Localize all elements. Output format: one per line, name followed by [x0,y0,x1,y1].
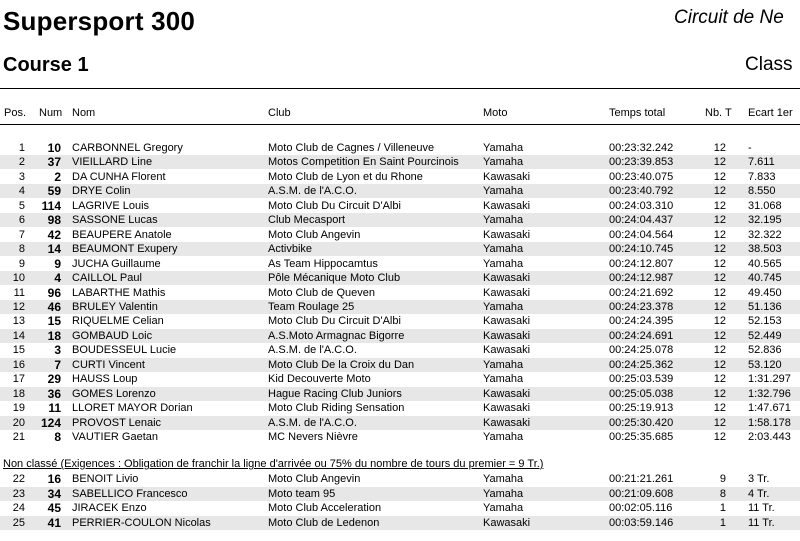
cell-name: BEAUMONT Exupery [72,243,178,256]
cell-name: LABARTHE Mathis [72,286,166,299]
cell-gap: 52.449 [748,329,782,342]
cell-name: SASSONE Lucas [72,214,158,227]
col-gap: Ecart 1er [748,107,793,119]
cell-pos: 15 [12,344,25,357]
cell-name: JIRACEK Enzo [72,502,147,514]
table-row [0,501,800,515]
cell-time: 00:25:19.913 [609,402,674,415]
cell-club: Kid Decouverte Moto [268,373,371,386]
cell-pos: 12 [12,300,25,313]
col-time: Temps total [609,107,666,119]
cell-name: CURTI Vincent [72,358,145,371]
cell-num: 14 [47,242,61,257]
cell-pos: 22 [12,473,25,485]
cell-num: 114 [41,198,61,213]
cell-club: Activbike [268,243,313,256]
table-row [0,372,800,386]
cell-tours: 12 [713,142,726,154]
cell-gap: 53.120 [748,358,782,371]
cell-time: 00:23:40.792 [609,185,674,198]
cell-num: 18 [47,328,61,343]
cell-tours: 12 [713,156,726,169]
cell-num: 98 [47,213,61,228]
cell-club: Moto Club Angevin [268,473,361,485]
cell-name: PERRIER-COULON Nicolas [72,516,211,529]
cell-num: 41 [47,515,61,530]
table-row [0,199,800,213]
cell-num: 15 [47,314,61,329]
cell-gap: - [748,142,752,154]
cell-moto: Yamaha [483,358,524,371]
table-row [0,329,800,343]
cell-pos: 21 [12,431,25,443]
cell-pos: 8 [18,243,25,256]
cell-pos: 23 [12,487,25,500]
table-row [0,242,800,256]
cell-pos: 10 [12,272,25,285]
cell-tours: 12 [713,228,726,241]
table-row [0,271,800,285]
table-row [0,228,800,242]
table-row [0,401,800,415]
cell-num: 29 [47,372,61,387]
col-pos: Pos. [4,107,27,119]
cell-num: 46 [47,299,61,314]
cell-pos: 13 [12,315,25,328]
cell-pos: 4 [18,185,25,198]
col-moto: Moto [483,107,508,119]
cell-time: 00:23:39.853 [609,156,674,169]
cell-club: Moto Club De la Croix du Dan [268,358,415,371]
cell-num: 11 [48,401,61,416]
cell-tours: 12 [713,358,726,371]
cell-gap: 8.550 [748,185,776,198]
col-num: Num [39,107,63,119]
cell-moto: Kawasaki [483,344,531,357]
cell-moto: Kawasaki [483,272,531,285]
cell-pos: 16 [12,358,25,371]
cell-name: BENOIT Livio [72,473,139,485]
cell-tours: 9 [719,473,726,485]
cell-time: 00:24:03.310 [609,199,674,212]
cell-tours: 12 [713,300,726,313]
cell-moto: Kawasaki [483,228,531,241]
cell-gap: 3 Tr. [748,473,770,485]
cell-tours: 12 [713,243,726,256]
cell-time: 00:25:35.685 [609,431,674,443]
cell-gap: 32.322 [748,228,782,241]
col-tours: Nb. T [705,107,732,119]
cell-tours: 12 [713,431,726,443]
cell-num: 16 [47,472,61,486]
cell-gap: 49.450 [748,286,782,299]
cell-time: 00:21:09.608 [609,487,674,500]
cell-moto: Kawasaki [483,387,531,400]
cell-pos: 1 [18,142,25,154]
table-row [0,184,800,198]
cell-tours: 12 [713,416,726,429]
cell-moto: Yamaha [483,431,524,443]
cell-name: CAILLOL Paul [72,272,142,285]
cell-gap: 31.068 [748,199,782,212]
cell-gap: 11 Tr. [748,502,775,514]
cell-time: 00:24:04.437 [609,214,674,227]
cell-num: 9 [54,256,61,271]
cell-time: 00:24:23.378 [609,300,674,313]
cell-tours: 12 [713,257,726,270]
table-row [0,257,800,271]
cell-pos: 14 [12,329,25,342]
cell-moto: Kawasaki [483,315,531,328]
cell-club: Moto Club de Lyon et du Rhone [268,170,423,183]
cell-moto: Yamaha [483,142,524,154]
cell-pos: 2 [18,156,25,169]
cell-tours: 12 [713,214,726,227]
cell-name: BRULEY Valentin [72,300,158,313]
table-header [0,107,800,121]
cell-club: Team Roulage 25 [268,300,355,313]
cell-num: 7 [54,357,61,372]
col-club: Club [268,107,291,119]
cell-tours: 8 [719,487,726,500]
cell-moto: Kawasaki [483,402,531,415]
cell-gap: 40.745 [748,272,782,285]
table-row [0,416,800,430]
table-row [0,430,800,444]
cell-pos: 25 [12,516,25,529]
cell-tours: 12 [713,373,726,386]
cell-pos: 20 [12,416,25,429]
cell-tours: 12 [713,344,726,357]
cell-club: Moto Club Du Circuit D'Albi [268,199,401,212]
cell-club: Moto Club de Queven [268,286,376,299]
cell-name: JUCHA Guillaume [72,257,161,270]
cell-num: 36 [47,386,61,401]
cell-moto: Kawasaki [483,516,531,529]
cell-time: 00:24:10.745 [609,243,674,256]
cell-club: As Team Hippocamtus [268,257,378,270]
cell-num: 3 [54,343,61,358]
cell-moto: Kawasaki [483,329,531,342]
cell-tours: 12 [713,170,726,183]
cell-gap: 1:32.796 [748,387,791,400]
cell-club: MC Nevers Nièvre [268,431,358,443]
category-title: Supersport 300 [3,6,196,36]
cell-club: Moto Club Angevin [268,228,361,241]
cell-moto: Yamaha [483,300,524,313]
table-row [0,213,800,227]
cell-num: 96 [47,285,61,300]
cell-time: 00:24:24.395 [609,315,674,328]
cell-club: A.S.Moto Armagnac Bigorre [268,329,405,342]
cell-time: 00:03:59.146 [609,516,674,529]
cell-club: Club Mecasport [268,214,346,227]
cell-pos: 7 [18,228,25,241]
non-classified-note: Non classé (Exigences : Obligation de franchir la ligne d'arrivée ou 75% du nombre de tours du premier = 9 Tr.) [3,458,544,470]
cell-tours: 12 [713,272,726,285]
cell-tours: 12 [713,286,726,299]
cell-num: 45 [47,501,61,515]
cell-gap: 52.153 [748,315,782,328]
cell-time: 00:24:04.564 [609,228,674,241]
cell-name: VIEILLARD Line [72,156,153,169]
cell-moto: Yamaha [483,214,524,227]
cell-time: 00:23:40.075 [609,170,674,183]
table-row [0,487,800,501]
cell-pos: 3 [18,170,25,183]
cell-gap: 1:47.671 [748,402,791,415]
header-divider [0,88,800,89]
cell-num: 10 [47,141,61,155]
cell-moto: Yamaha [483,487,524,500]
cell-num: 42 [47,227,61,242]
cell-name: DRYE Colin [72,185,131,198]
cell-num: 4 [54,271,61,286]
cell-time: 00:23:32.242 [609,142,674,154]
cell-time: 00:24:21.692 [609,286,674,299]
cell-club: Moto Club de Ledenon [268,516,380,529]
cell-name: SABELLICO Francesco [72,487,188,500]
cell-gap: 51.136 [748,300,782,313]
cell-moto: Yamaha [483,243,524,256]
cell-tours: 12 [713,329,726,342]
cell-time: 00:24:25.078 [609,344,674,357]
cell-gap: 4 Tr. [748,487,770,500]
table-row [0,516,800,530]
cell-tours: 1 [719,502,726,514]
cell-gap: 40.565 [748,257,782,270]
cell-time: 00:02:05.116 [609,502,673,514]
cell-name: DA CUNHA Florent [72,170,166,183]
cell-pos: 19 [12,402,25,415]
cell-moto: Yamaha [483,185,524,198]
table-row [0,141,800,155]
cell-name: LAGRIVE Louis [72,199,150,212]
cell-club: A.S.M. de l'A.C.O. [268,185,357,198]
cell-pos: 17 [12,373,25,386]
table-row [0,155,800,169]
cell-moto: Kawasaki [483,416,531,429]
cell-gap: 1:58.178 [748,416,791,429]
cell-tours: 12 [713,402,726,415]
cell-club: Moto Club Riding Sensation [268,402,405,415]
table-header-divider [0,124,800,125]
cell-club: A.S.M. de l'A.C.O. [268,416,357,429]
cell-tours: 12 [713,185,726,198]
cell-gap: 2:03.443 [748,431,791,443]
cell-pos: 18 [12,387,25,400]
cell-name: RIQUELME Celian [72,315,164,328]
cell-name: GOMBAUD Loic [72,329,153,342]
cell-num: 124 [40,415,61,430]
cell-moto: Kawasaki [483,170,531,183]
cell-club: Pôle Mécanique Moto Club [268,272,401,285]
cell-time: 00:24:12.807 [609,257,674,270]
cell-gap: 1:31.297 [748,373,791,386]
table-row [0,358,800,372]
cell-name: LLORET MAYOR Dorian [72,402,193,415]
cell-pos: 9 [18,257,25,270]
cell-gap: 52.836 [748,344,782,357]
cell-moto: Yamaha [483,373,524,386]
cell-tours: 12 [713,199,726,212]
cell-num: 8 [54,430,61,444]
cell-pos: 6 [18,214,25,227]
table-row [0,300,800,314]
cell-time: 00:21:21.261 [609,473,674,485]
cell-tours: 1 [719,516,726,529]
cell-num: 37 [47,155,61,170]
cell-name: BEAUPERE Anatole [72,228,172,241]
cell-moto: Kawasaki [483,199,531,212]
cell-moto: Yamaha [483,473,524,485]
cell-time: 00:25:03.539 [609,373,674,386]
table-row [0,286,800,300]
cell-gap: 7.833 [748,170,776,183]
table-row [0,472,800,486]
cell-moto: Yamaha [483,502,524,514]
table-row [0,343,800,357]
cell-pos: 24 [12,502,25,514]
cell-moto: Kawasaki [483,286,531,299]
cell-time: 00:24:25.362 [609,358,674,371]
cell-club: Moto team 95 [268,487,336,500]
cell-club: Hague Racing Club Juniors [268,387,402,400]
cell-time: 00:24:24.691 [609,329,674,342]
table-row [0,170,800,184]
race-title: Course 1 [3,54,89,76]
cell-name: CARBONNEL Gregory [72,142,183,154]
classification-title: Class [745,54,793,75]
cell-club: Motos Competition En Saint Pourcinois [268,156,459,169]
cell-moto: Yamaha [483,156,524,169]
col-name: Nom [72,107,96,119]
cell-time: 00:25:30.420 [609,416,674,429]
cell-num: 2 [54,169,61,184]
table-row [0,314,800,328]
cell-name: BOUDESSEUL Lucie [72,344,177,357]
cell-num: 59 [47,184,61,199]
cell-tours: 12 [713,387,726,400]
cell-pos: 5 [18,199,25,212]
cell-club: Moto Club de Cagnes / Villeneuve [268,142,435,154]
cell-gap: 38.503 [748,243,782,256]
cell-gap: 32.195 [748,214,782,227]
cell-moto: Yamaha [483,257,524,270]
cell-club: A.S.M. de l'A.C.O. [268,344,357,357]
table-row [0,387,800,401]
cell-gap: 11 Tr. [748,516,775,529]
cell-name: VAUTIER Gaetan [72,431,158,443]
cell-gap: 7.611 [748,156,775,169]
cell-name: GOMES Lorenzo [72,387,156,400]
cell-club: Moto Club Acceleration [268,502,382,514]
cell-name: PROVOST Lenaic [72,416,162,429]
circuit-name: Circuit de Ne [674,7,784,28]
cell-pos: 11 [13,286,25,299]
cell-club: Moto Club Du Circuit D'Albi [268,315,401,328]
cell-name: HAUSS Loup [72,373,138,386]
cell-num: 34 [47,486,61,501]
cell-tours: 12 [713,315,726,328]
cell-time: 00:24:12.987 [609,272,674,285]
cell-time: 00:25:05.038 [609,387,674,400]
